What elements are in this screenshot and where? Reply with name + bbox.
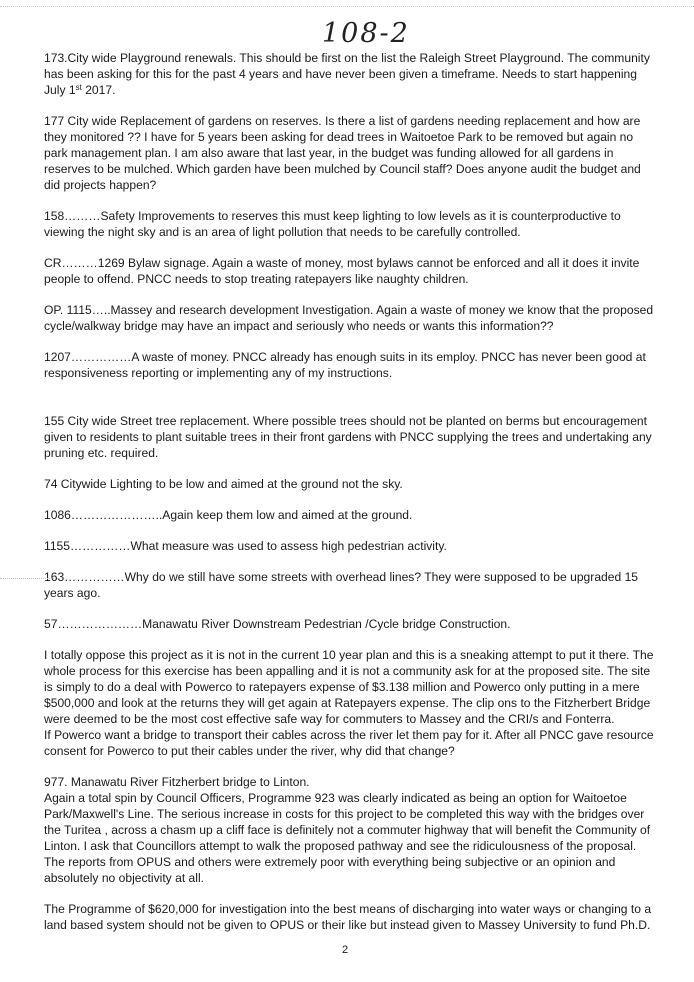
- item-620000: The Programme of $620,000 for investigation into the best means of discharging into water ways or changing to a land based system should not be given to OPUS or their like but instead given to Massey University to fund Ph.D.: [44, 902, 652, 932]
- scan-edge-line: [0, 6, 694, 8]
- item-1207: 1207……………A waste of money. PNCC already has enough suits in its employ. PNCC has never been good at responsiveness reporting or implementing any of my instructions.: [44, 350, 646, 380]
- oppose-paragraph: I totally oppose this project as it is not in the current 10 year plan and this is a sneaking attempt to put it there. The whole process for this exercise has been appalling and it is not a community ask for at the proposed site. The site is simply to do a deal with Powerco to ratepayers expense of $3.138 million and Powerco only putting in a mere $500,000 and look at the returns they will get again at Ratepayers expense. The clip ons to the Fitzherbert Bridge were deemed to be the most cost effective safe way for commuters to Massey and the CRI/s and Fonterra. If Powerco want a bridge to transport their cables across the river let them pay for it. After all PNCC gave resource consent for Powerco to put their cables under the river, why did that change?: [44, 648, 654, 758]
- item-155: 155 City wide Street tree replacement. Where possible trees should not be planted on berms but encouragement given to residents to plant suitable trees in their front gardens with PNCC supplying the trees and undertaking any pruning etc. required.: [44, 414, 652, 460]
- scan-artifact-line: [0, 578, 60, 580]
- handwritten-reference: 108-2: [322, 18, 410, 49]
- item-1115: OP. 1115…..Massey and research development Investigation. Again a waste of money we know that the proposed cycle/walkway bridge may have an impact and seriously who needs or wants this information??: [44, 303, 654, 333]
- item-177: 177 City wide Replacement of gardens on reserves. Is there a list of gardens needing replacement and how are they monitored ?? I have for 5 years been asking for dead trees in Waitoetoe Park to be removed but again no park management plan. I am also aware that last year, in the budget was funding allowed for all gardens in reserves to be mulched. Which garden have been mulched by Council staff? Does anyone audit the budget and did projects happen?: [44, 114, 641, 192]
- item-158: 158………Safety Improvements to reserves this must keep lighting to low levels as it is counterproductive to viewing the night sky and is an area of light pollution that needs to be carefully controlled.: [44, 209, 621, 239]
- item-74: 74 Citywide Lighting to be low and aimed at the ground not the sky.: [44, 477, 403, 491]
- submission-body: [44, 50, 656, 948]
- item-1155: 1155……………What measure was used to assess high pedestrian activity.: [44, 539, 447, 553]
- item-977: 977. Manawatu River Fitzherbert bridge to Linton. Again a total spin by Council Officers, Programme 923 was clearly indicated as being an option for Waitoetoe Park/Maxwell's Line. The serious increase in costs for this project to be completed this way with the bridges over the Turitea , across a chasm up a cliff face is definitely not a commuter highway that will benefit the Community of Linton. I ask that Councillors attempt to walk the proposed pathway and see the ridiculousness of the proposal. The reports from OPUS and others were extremely poor with everything being subjective or an opinion and absolutely no objectivity at all.: [44, 775, 651, 885]
- item-1086: 1086…………………..Again keep them low and aimed at the ground.: [44, 508, 413, 522]
- item-57: 57…………………Manawatu River Downstream Pedestrian /Cycle bridge Construction.: [44, 617, 511, 631]
- item-1269: CR………1269 Bylaw signage. Again a waste of money, most bylaws cannot be enforced and all it does it invite people to offend. PNCC needs to stop treating ratepayers like naughty children.: [44, 256, 640, 286]
- item-163: 163……………Why do we still have some streets with overhead lines? They were supposed to be upgraded 15 years ago.: [44, 570, 639, 600]
- page-number: 2: [342, 944, 349, 956]
- item-173: 173.City wide Playground renewals. This should be first on the list the Raleigh Street Playground. The community has been asking for this for the past 4 years and have never been given a timeframe. Needs to start happening July 1st 2017.: [44, 51, 650, 97]
